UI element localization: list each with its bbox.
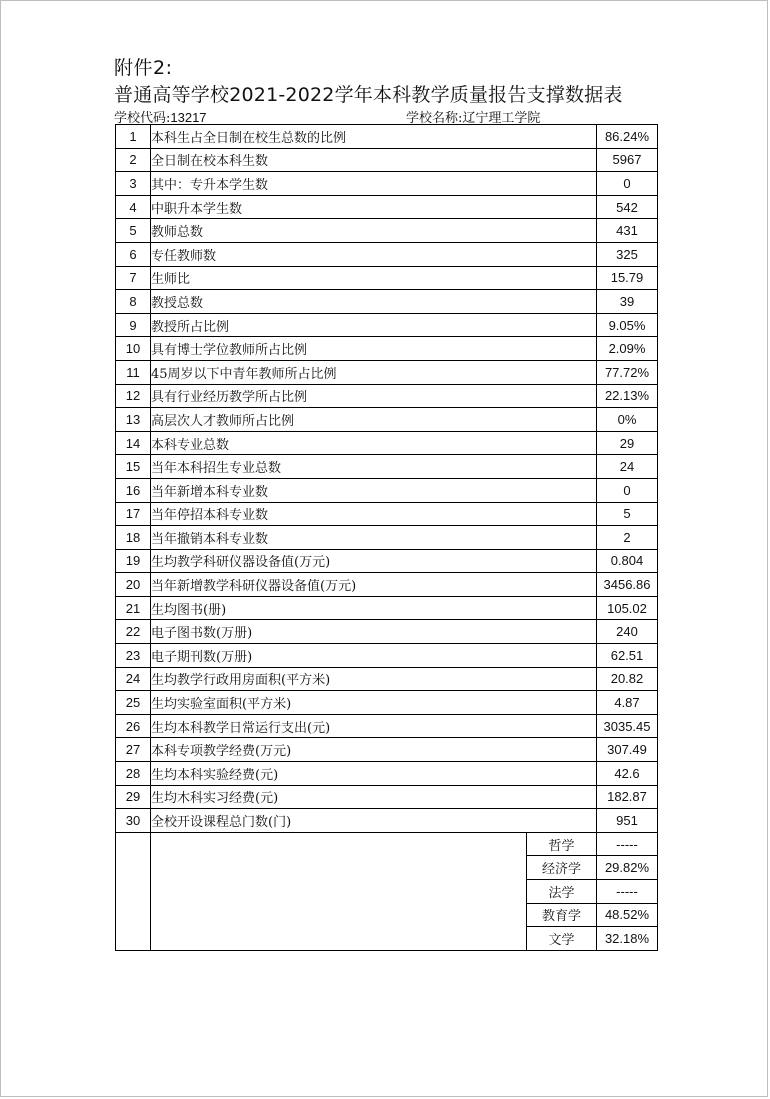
row-label: 教授所占比例 bbox=[151, 313, 597, 337]
table-row bbox=[116, 266, 658, 290]
discipline-name: 哲学 bbox=[527, 832, 597, 856]
row-number: 24 bbox=[116, 667, 151, 691]
row-number: 3 bbox=[116, 172, 151, 196]
table-row bbox=[116, 785, 658, 809]
row-label: 当年停招本科专业数 bbox=[151, 502, 597, 526]
row-value: 2 bbox=[597, 526, 658, 550]
row-value: 9.05% bbox=[597, 313, 658, 337]
discipline-value: ----- bbox=[597, 880, 658, 904]
row-label: 当年撤销本科专业数 bbox=[151, 526, 597, 550]
table-row bbox=[116, 219, 658, 243]
row-number: 15 bbox=[116, 455, 151, 479]
row-value: 325 bbox=[597, 242, 658, 266]
row-label: 45周岁以下中青年教师所占比例 bbox=[151, 360, 597, 384]
row-value: 3456.86 bbox=[597, 573, 658, 597]
row-value: 307.49 bbox=[597, 738, 658, 762]
row-number: 9 bbox=[116, 313, 151, 337]
row-number: 10 bbox=[116, 337, 151, 361]
discipline-name: 文学 bbox=[527, 927, 597, 951]
table-row bbox=[116, 573, 658, 597]
discipline-value: 48.52% bbox=[597, 903, 658, 927]
row-value: 15.79 bbox=[597, 266, 658, 290]
discipline-name: 教育学 bbox=[527, 903, 597, 927]
discipline-name: 法学 bbox=[527, 880, 597, 904]
row-number: 11 bbox=[116, 360, 151, 384]
table-row bbox=[116, 408, 658, 432]
row-number: 14 bbox=[116, 431, 151, 455]
table-row bbox=[116, 644, 658, 668]
row-label: 生均木科实习经费(元) bbox=[151, 785, 597, 809]
row-label: 生均教学行政用房面积(平方米) bbox=[151, 667, 597, 691]
row-number: 25 bbox=[116, 691, 151, 715]
row-label: 教授总数 bbox=[151, 290, 597, 314]
row-number: 1 bbox=[116, 125, 151, 149]
row-value: 0 bbox=[597, 172, 658, 196]
row-label: 具有行业经历教学所占比例 bbox=[151, 384, 597, 408]
table-row bbox=[116, 125, 658, 149]
row-value: 542 bbox=[597, 195, 658, 219]
row-value: 0.804 bbox=[597, 549, 658, 573]
empty-label-cell bbox=[151, 832, 527, 950]
row-number: 13 bbox=[116, 408, 151, 432]
row-value: 29 bbox=[597, 431, 658, 455]
row-value: 0 bbox=[597, 478, 658, 502]
table-row bbox=[116, 596, 658, 620]
table-row bbox=[116, 478, 658, 502]
row-label: 其中：专升本学生数 bbox=[151, 172, 597, 196]
row-number: 18 bbox=[116, 526, 151, 550]
row-number: 26 bbox=[116, 714, 151, 738]
row-label: 全日制在校本科生数 bbox=[151, 148, 597, 172]
row-number: 7 bbox=[116, 266, 151, 290]
row-value: 5 bbox=[597, 502, 658, 526]
table-row bbox=[116, 502, 658, 526]
row-number: 28 bbox=[116, 762, 151, 786]
row-number: 4 bbox=[116, 195, 151, 219]
row-label: 中职升本学生数 bbox=[151, 195, 597, 219]
table-row bbox=[116, 431, 658, 455]
discipline-value: 29.82% bbox=[597, 856, 658, 880]
row-value: 0% bbox=[597, 408, 658, 432]
row-number: 5 bbox=[116, 219, 151, 243]
row-number: 21 bbox=[116, 596, 151, 620]
discipline-name: 经济学 bbox=[527, 856, 597, 880]
row-value: 77.72% bbox=[597, 360, 658, 384]
table-row bbox=[116, 691, 658, 715]
table-row bbox=[116, 290, 658, 314]
row-number: 12 bbox=[116, 384, 151, 408]
row-number: 22 bbox=[116, 620, 151, 644]
row-value: 5967 bbox=[597, 148, 658, 172]
row-value: 22.13% bbox=[597, 384, 658, 408]
row-value: 20.82 bbox=[597, 667, 658, 691]
table-row bbox=[116, 667, 658, 691]
table-row bbox=[116, 195, 658, 219]
row-label: 生均本科教学日常运行支出(元) bbox=[151, 714, 597, 738]
data-table bbox=[115, 124, 658, 951]
row-label: 本科生占全日制在校生总数的比例 bbox=[151, 125, 597, 149]
row-value: 182.87 bbox=[597, 785, 658, 809]
table-row bbox=[116, 360, 658, 384]
row-label: 当年新增本科专业数 bbox=[151, 478, 597, 502]
row-label: 生均本科实验经费(元) bbox=[151, 762, 597, 786]
row-number: 27 bbox=[116, 738, 151, 762]
row-label: 生师比 bbox=[151, 266, 597, 290]
attachment-label: 附件2: bbox=[114, 57, 173, 79]
row-value: 431 bbox=[597, 219, 658, 243]
table-row bbox=[116, 549, 658, 573]
table-row bbox=[116, 620, 658, 644]
empty-number-cell bbox=[116, 832, 151, 950]
table-row bbox=[116, 526, 658, 550]
row-label: 本科专项教学经费(万元) bbox=[151, 738, 597, 762]
row-value: 951 bbox=[597, 809, 658, 833]
table-row bbox=[116, 455, 658, 479]
row-value: 39 bbox=[597, 290, 658, 314]
row-number: 8 bbox=[116, 290, 151, 314]
row-value: 2.09% bbox=[597, 337, 658, 361]
row-label: 电子期刊数(万册) bbox=[151, 644, 597, 668]
row-label: 生均图书(册) bbox=[151, 596, 597, 620]
row-number: 17 bbox=[116, 502, 151, 526]
table-row bbox=[116, 172, 658, 196]
row-label: 专任教师数 bbox=[151, 242, 597, 266]
table-row bbox=[116, 762, 658, 786]
row-number: 30 bbox=[116, 809, 151, 833]
row-label: 当年本科招生专业总数 bbox=[151, 455, 597, 479]
row-label: 全校开设课程总门数(门) bbox=[151, 809, 597, 833]
row-value: 240 bbox=[597, 620, 658, 644]
school-name-value: 辽宁理工学院 bbox=[462, 111, 541, 126]
table-row bbox=[116, 714, 658, 738]
row-label: 生均教学科研仪器设备值(万元) bbox=[151, 549, 597, 573]
row-number: 2 bbox=[116, 148, 151, 172]
discipline-row bbox=[116, 832, 658, 856]
row-label: 本科专业总数 bbox=[151, 431, 597, 455]
row-value: 105.02 bbox=[597, 596, 658, 620]
table-row bbox=[116, 738, 658, 762]
document-title: 普通高等学校2021-2022学年本科教学质量报告支撑数据表 bbox=[114, 84, 623, 106]
row-number: 19 bbox=[116, 549, 151, 573]
row-label: 高层次人才教师所占比例 bbox=[151, 408, 597, 432]
row-number: 23 bbox=[116, 644, 151, 668]
table-row bbox=[116, 313, 658, 337]
row-value: 42.6 bbox=[597, 762, 658, 786]
row-value: 3035.45 bbox=[597, 714, 658, 738]
table-row bbox=[116, 384, 658, 408]
table-row bbox=[116, 809, 658, 833]
discipline-value: ----- bbox=[597, 832, 658, 856]
row-number: 16 bbox=[116, 478, 151, 502]
row-number: 6 bbox=[116, 242, 151, 266]
row-label: 具有博士学位教师所占比例 bbox=[151, 337, 597, 361]
row-label: 教师总数 bbox=[151, 219, 597, 243]
row-number: 20 bbox=[116, 573, 151, 597]
school-name-label: 学校名称: bbox=[406, 111, 463, 126]
table-row bbox=[116, 148, 658, 172]
table-row bbox=[116, 242, 658, 266]
row-value: 62.51 bbox=[597, 644, 658, 668]
row-label: 电子图书数(万册) bbox=[151, 620, 597, 644]
row-label: 当年新增教学科研仪器设备值(万元) bbox=[151, 573, 597, 597]
row-value: 4.87 bbox=[597, 691, 658, 715]
row-number: 29 bbox=[116, 785, 151, 809]
row-value: 24 bbox=[597, 455, 658, 479]
school-code-label: 学校代码: bbox=[114, 111, 171, 126]
table-row bbox=[116, 337, 658, 361]
discipline-value: 32.18% bbox=[597, 927, 658, 951]
row-label: 生均实验室面积(平方米) bbox=[151, 691, 597, 715]
school-code-value: 13217 bbox=[170, 110, 207, 125]
row-value: 86.24% bbox=[597, 125, 658, 149]
